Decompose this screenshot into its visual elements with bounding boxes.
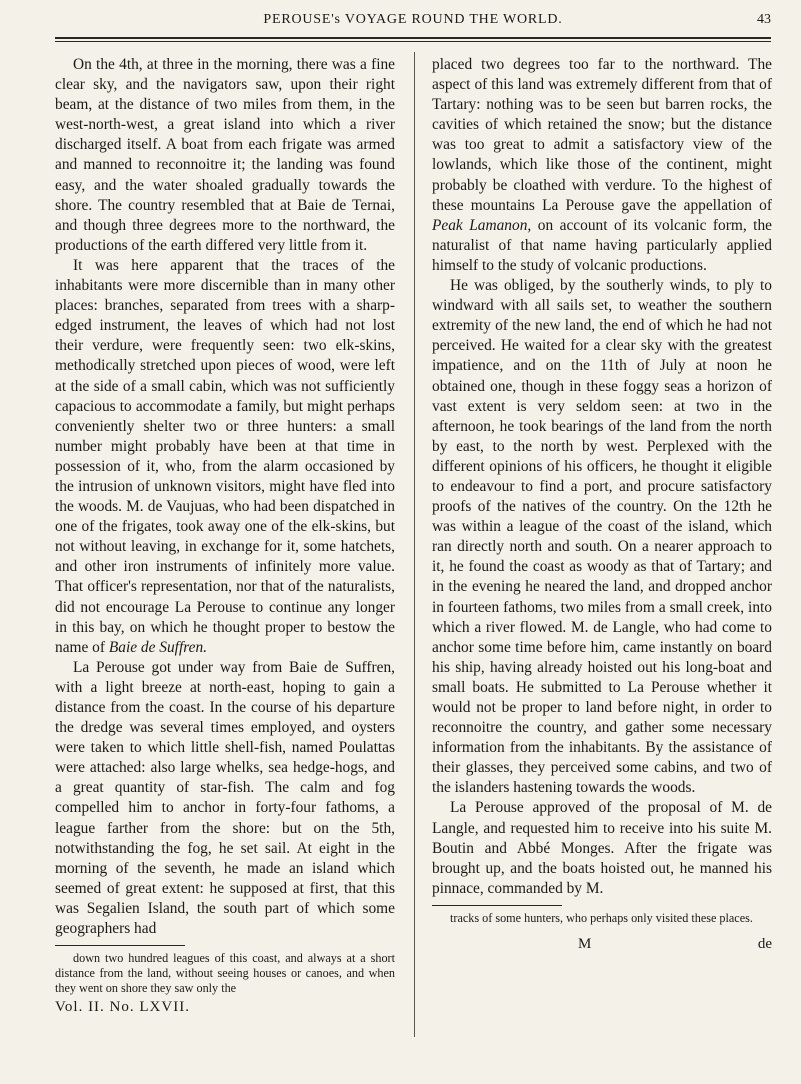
column-divider: [414, 52, 415, 1037]
paragraph-text: It was here apparent that the traces of the inhabitants were more discernible than in many other places: branches, separated from trees with a sharp-edged instrument, the leaves of which had not lost their verdure, were frequently seen: two elk-skins, methodically stretched upon pieces of wood, were left at the side of a small cabin, which was not sufficiently capacious to accommodate a family, but might perhaps conveniently shelter two or three hunters: a small number might probably have been at that time in possession of it, who, from the alarm occasioned by the intrusion of unknown visitors, might have fled into the woods. M. de Vaujuas, who had been dispatched in one of the frigates, took away one of the elk-skins, but not without leaving, in exchange for it, some hatchets, and other iron instruments of infinitely more value. That officer's representation, nor that of the naturalists, did not encourage La Perouse to continue any longer in this bay, on which he thought proper to bestow the name of: [55, 256, 395, 656]
paragraph: La Perouse approved of the proposal of M. de Langle, and requested him to receive into his suite M. Boutin and Abbé Monges. After the frigate was brought up, and the boats hoisted out, he manned his pinnace, commanded by M.: [432, 799, 772, 897]
bay-name: Baie de Suffren.: [108, 638, 208, 656]
paragraph: He was obliged, by the southerly winds, to ply to windward with all sails set, to weather the southern extremity of the new land, the end of which he had not perceived. He waited for a clear sky with the greatest impatience, and on the 11th of July at noon he obtained one, though in these foggy seas a horizon of vast extent is very seldom seen: at two in the afternoon, he took bearings of the land from the north by east, to the north by west. Perplexed with the different opinions of his officers, he thought it eligible to endeavour to find a port, and procure satisfactory proofs of the natives of the country. On the 12th he was within a league of the coast of the island, which ran directly north and south. On a nearer approach to it, he found the coast as woody as that of Tartary; and in the evening he neared the land, and dropped anchor in fourteen fathoms, two miles from a small creek, into which a river flowed. M. de Langle, who had come to anchor some time before him, came instantly on board his ship, having already hoisted out his long-boat and small boats. He submitted to La Perouse whether it would not be proper to land before night, in order to reconnoitre the country, and gather some necessary information from the inhabitants. By the assistance of their glasses, they perceived some cabins, and two of the islanders hastening towards the woods.: [432, 277, 772, 797]
paragraph: On the 4th, at three in the morning, there was a fine clear sky, and the navigators saw, upon their right beam, at the distance of two miles from them, in the west-north-west, a great island into which a river discharged itself. A boat from each frigate was armed and manned to reconnoitre it; the landing was found easy, and the water shoaled gradually towards the shore. The country resembled that at Baie de Ternai, and though three degrees more to the northward, the productions of the earth differed very little from it.: [55, 56, 395, 254]
paragraph-text: placed two degrees too far to the northward. The aspect of this land was extremely different from that of Tartary: nothing was to be seen but barren rocks, the cavities of which retained the snow; but the distance was too great to admit a satisfactory view of the lowlands, which like those of the continent, might probably be cloathed with verdure. To the highest of these mountains La Perouse gave the appellation of: [432, 56, 772, 214]
left-column: [55, 55, 395, 1017]
paragraph: [432, 55, 772, 276]
catchword: de: [757, 935, 772, 952]
header-rule: [55, 37, 771, 39]
page-number: 43: [757, 12, 771, 27]
page-header: [55, 10, 771, 36]
signature-mark: M: [578, 935, 592, 952]
footnote: down two hundred leagues of this coast, and always at a short distance from the land, without seeing houses or canoes, and when they went on shore they saw only the: [55, 951, 395, 996]
header-rule-thin: [55, 41, 771, 42]
paragraph-text: on account of its volcanic form, the naturalist of that name having particularly applied himself to the study of volcanic productions.: [432, 216, 772, 274]
peak-name: Peak Lamanon,: [432, 216, 532, 234]
running-head: PEROUSE's VOYAGE ROUND THE WORLD.: [263, 12, 563, 27]
paragraph: [55, 256, 395, 658]
footnote: tracks of some hunters, who perhaps only visited these places.: [450, 910, 753, 925]
signature-row: [432, 934, 772, 956]
right-column: [432, 55, 772, 956]
footnote-rule: [55, 945, 185, 946]
signature-line: Vol. II. No. LXVII.: [55, 999, 190, 1016]
paragraph: La Perouse got under way from Baie de Suffren, with a light breeze at north-east, hoping to gain a distance from the coast. In the course of his departure the dredge was several times employed, and oysters were taken to which little shell-fish, named Poulattas were attached: also large whelks, sea hedge-hogs, and a great quantity of star-fish. The calm and fog compelled him to anchor in forty-four fathoms, a league farther from the shore: but on the 5th, notwithstanding the fog, he set sail. At eight in the morning of the seventh, he made an island which seemed of great extent: he supposed at first, that this was Segalien Island, the south part of which some geographers had: [55, 658, 395, 938]
footnote-rule: [432, 905, 562, 906]
